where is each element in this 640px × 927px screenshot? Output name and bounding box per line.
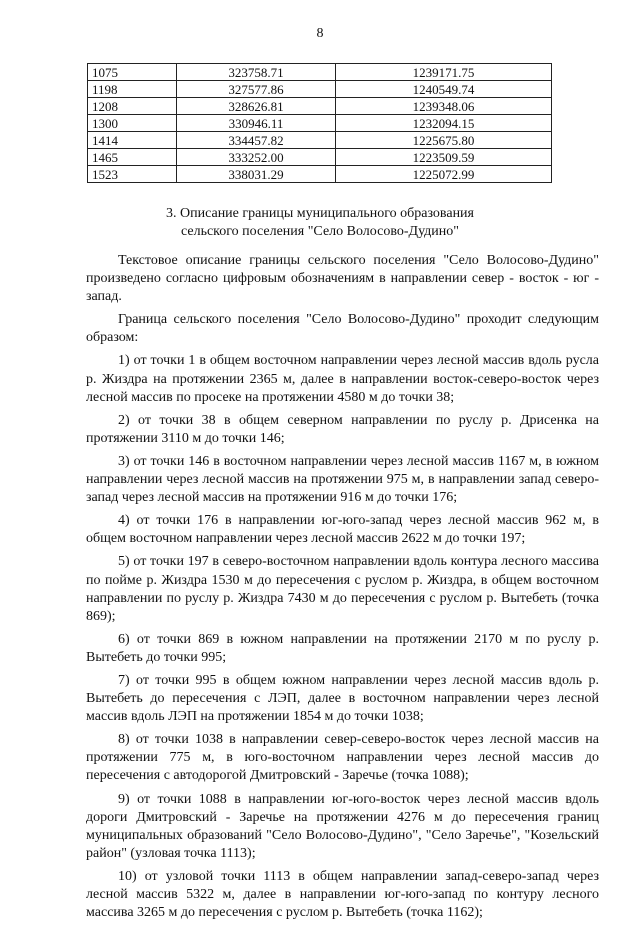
- paragraph: 2) от точки 38 в общем северном направлении по руслу р. Дрисенка на протяжении 3110 м до точки 146;: [86, 412, 599, 446]
- coordinates-table-body: [88, 64, 552, 183]
- paragraph: 6) от точки 869 в южном направлении на протяжении 2170 м по руслу р. Вытебеть до точки 995;: [86, 631, 599, 665]
- section-title-line-1: 3. Описание границы муниципального образования: [166, 206, 474, 221]
- point-number-cell: 1414: [88, 132, 177, 149]
- table-row: [88, 115, 552, 132]
- x-coordinate-cell: 323758.71: [177, 64, 336, 81]
- y-coordinate-cell: 1240549.74: [336, 81, 552, 98]
- paragraph: 8) от точки 1038 в направлении север-северо-восток через лесной массив на протяжении 775 м, в юго-восточном направлении через лесной массив до пересечения с автодорогой Дмитровский - Заречье (точка 1088);: [86, 732, 599, 784]
- table-row: [88, 81, 552, 98]
- table-row: [88, 149, 552, 166]
- paragraph: 4) от точки 176 в направлении юг-юго-запад через лесной массив 962 м, в общем восточном направлении через лесной массив 2622 м до точки 197;: [86, 513, 599, 547]
- table-row: [88, 132, 552, 149]
- section-text: [86, 252, 599, 927]
- x-coordinate-cell: 330946.11: [177, 115, 336, 132]
- x-coordinate-cell: 333252.00: [177, 149, 336, 166]
- y-coordinate-cell: 1223509.59: [336, 149, 552, 166]
- table-row: [88, 98, 552, 115]
- y-coordinate-cell: 1239171.75: [336, 64, 552, 81]
- y-coordinate-cell: 1225072.99: [336, 166, 552, 183]
- page-number: 8: [316, 26, 324, 41]
- point-number-cell: 1523: [88, 166, 177, 183]
- x-coordinate-cell: 338031.29: [177, 166, 336, 183]
- section-title-line-2: сельского поселения "Село Волосово-Дудино": [180, 224, 460, 239]
- y-coordinate-cell: 1232094.15: [336, 115, 552, 132]
- coordinates-table: [87, 63, 552, 183]
- x-coordinate-cell: 328626.81: [177, 98, 336, 115]
- x-coordinate-cell: 334457.82: [177, 132, 336, 149]
- table-row: [88, 64, 552, 81]
- point-number-cell: 1208: [88, 98, 177, 115]
- paragraph: Граница сельского поселения "Село Волосово-Дудино" проходит следующим образом:: [86, 312, 599, 346]
- point-number-cell: 1075: [88, 64, 177, 81]
- paragraph: 5) от точки 197 в северо-восточном направлении вдоль контура лесного массива по пойме р. Жиздра 1530 м до пересечения с руслом р. Жиздра, в общем восточном направлении по руслу р. Жиздра 7430 м до пересечения с руслом р. Вытебеть (точка 869);: [86, 554, 599, 624]
- point-number-cell: 1198: [88, 81, 177, 98]
- paragraph: 1) от точки 1 в общем восточном направлении через лесной массив вдоль русла р. Жиздра на протяжении 2365 м, далее в направлении восток-северо-восток через лесной массив по просеке на протяжении 4580 м до точки 38;: [86, 353, 599, 405]
- y-coordinate-cell: 1225675.80: [336, 132, 552, 149]
- paragraph: 10) от узловой точки 1113 в общем направлении запад-северо-запад через лесной массив 5322 м, далее в направлении юг-юго-запад по контуру лесного массива 3265 м до пересечения с руслом р. Вытебеть (точка 1162);: [86, 868, 599, 921]
- paragraph: 7) от точки 995 в общем южном направлении через лесной массив вдоль р. Вытебеть до пересечения с ЛЭП, далее в восточном направлении через лесной массив вдоль ЛЭП на протяжении 1854 м до точки 1038;: [86, 672, 599, 725]
- point-number-cell: 1300: [88, 115, 177, 132]
- x-coordinate-cell: 327577.86: [177, 81, 336, 98]
- paragraph: 3) от точки 146 в восточном направлении через лесной массив 1167 м, в южном направлении через лесной массив на протяжении 975 м, в направлении запад северо-запад через лесной массив на протяжении 916 м до точки 176;: [86, 453, 599, 506]
- paragraph: Текстовое описание границы сельского поселения "Село Волосово-Дудино" произведено согласно цифровым обозначениям в направлении север - восток - юг - запад.: [86, 253, 599, 305]
- point-number-cell: 1465: [88, 149, 177, 166]
- table-row: [88, 166, 552, 183]
- section-heading: [0, 205, 640, 241]
- paragraph: 9) от точки 1088 в направлении юг-юго-восток через лесной массив вдоль дороги Дмитровский - Заречье на протяжении 4276 м до пересечения границ муниципальных образований "Село Волосово-Дудино", "Село Заречье", "Козельский район" (узловая точка 1113);: [86, 791, 599, 861]
- y-coordinate-cell: 1239348.06: [336, 98, 552, 115]
